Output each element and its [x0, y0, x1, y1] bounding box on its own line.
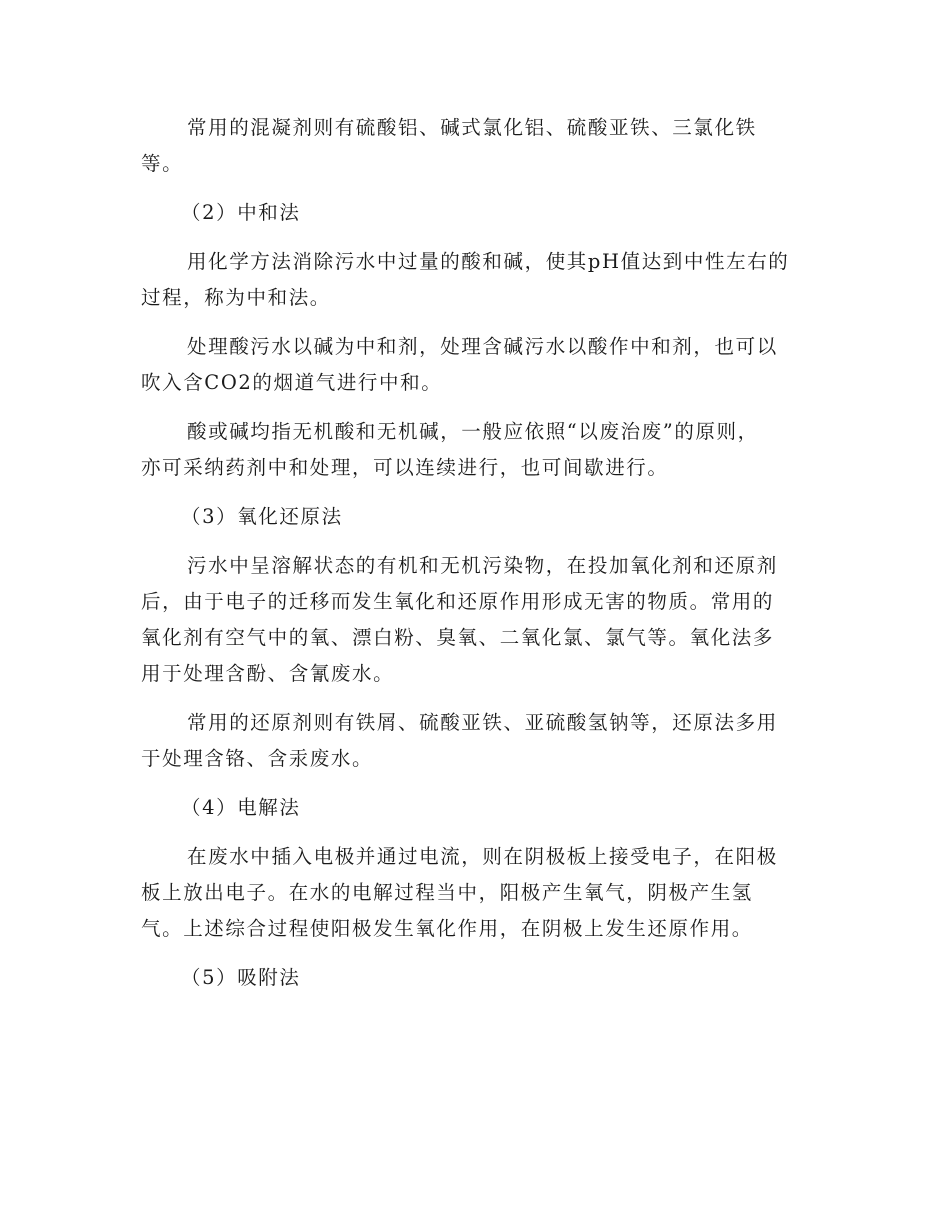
paragraph-coagulants [141, 110, 809, 182]
text-line: 在废水中插入电极并通过电流，则在阴极板上接受电子，在阳极 [187, 845, 778, 868]
text-line: 板上放出电子。在水的电解过程当中，阳极产生氧气，阴极产生氢 [141, 881, 753, 904]
paragraph-neutralization-principle [141, 414, 809, 486]
paragraph-neutralization-agents [141, 329, 809, 401]
text-line: 后，由于电子的迁移而发生氧化和还原作用形成无害的物质。常用的 [141, 590, 775, 613]
document-body [141, 110, 809, 1009]
paragraph-neutralization-definition [141, 244, 809, 316]
text-line: 气。上述综合过程使阳极发生氧化作用，在阴极上发生还原作用。 [141, 917, 753, 940]
text-line: 用于处理含酚、含氰废水。 [141, 662, 395, 685]
text-line: 污水中呈溶解状态的有机和无机污染物，在投加氧化剂和还原剂 [187, 554, 778, 577]
paragraph-electrolysis [141, 839, 809, 947]
section-heading-electrolysis: （4）电解法 [181, 796, 301, 819]
text-line: 用化学方法消除污水中过量的酸和碱，使其pH值达到中性左右的 [187, 250, 790, 273]
text-line: 酸或碱均指无机酸和无机碱，一般应依照“以废治废”的原则， [187, 420, 759, 443]
text-line: 等。 [141, 152, 184, 175]
text-line: 亦可采纳药剂中和处理，可以连续进行，也可间歇进行。 [141, 456, 669, 479]
text-line: 处理酸污水以碱为中和剂，处理含碱污水以酸作中和剂，也可以 [187, 335, 778, 358]
section-heading-neutralization: （2）中和法 [181, 201, 301, 224]
section-heading-redox: （3）氧化还原法 [181, 505, 343, 528]
paragraph-redox-reduction [141, 705, 809, 777]
text-line: 氧化剂有空气中的氧、漂白粉、臭氧、二氧化氯、氯气等。氧化法多 [141, 626, 775, 649]
paragraph-redox-oxidation [141, 548, 809, 692]
text-line: 过程，称为中和法。 [141, 286, 331, 309]
text-line: 于处理含铬、含汞废水。 [141, 747, 374, 770]
text-line: 吹入含CO2的烟道气进行中和。 [141, 371, 443, 394]
section-heading-adsorption: （5）吸附法 [181, 966, 301, 989]
text-line: 常用的混凝剂则有硫酸铝、碱式氯化铝、硫酸亚铁、三氯化铁 [187, 116, 757, 139]
text-line: 常用的还原剂则有铁屑、硫酸亚铁、亚硫酸氢钠等，还原法多用 [187, 711, 778, 734]
